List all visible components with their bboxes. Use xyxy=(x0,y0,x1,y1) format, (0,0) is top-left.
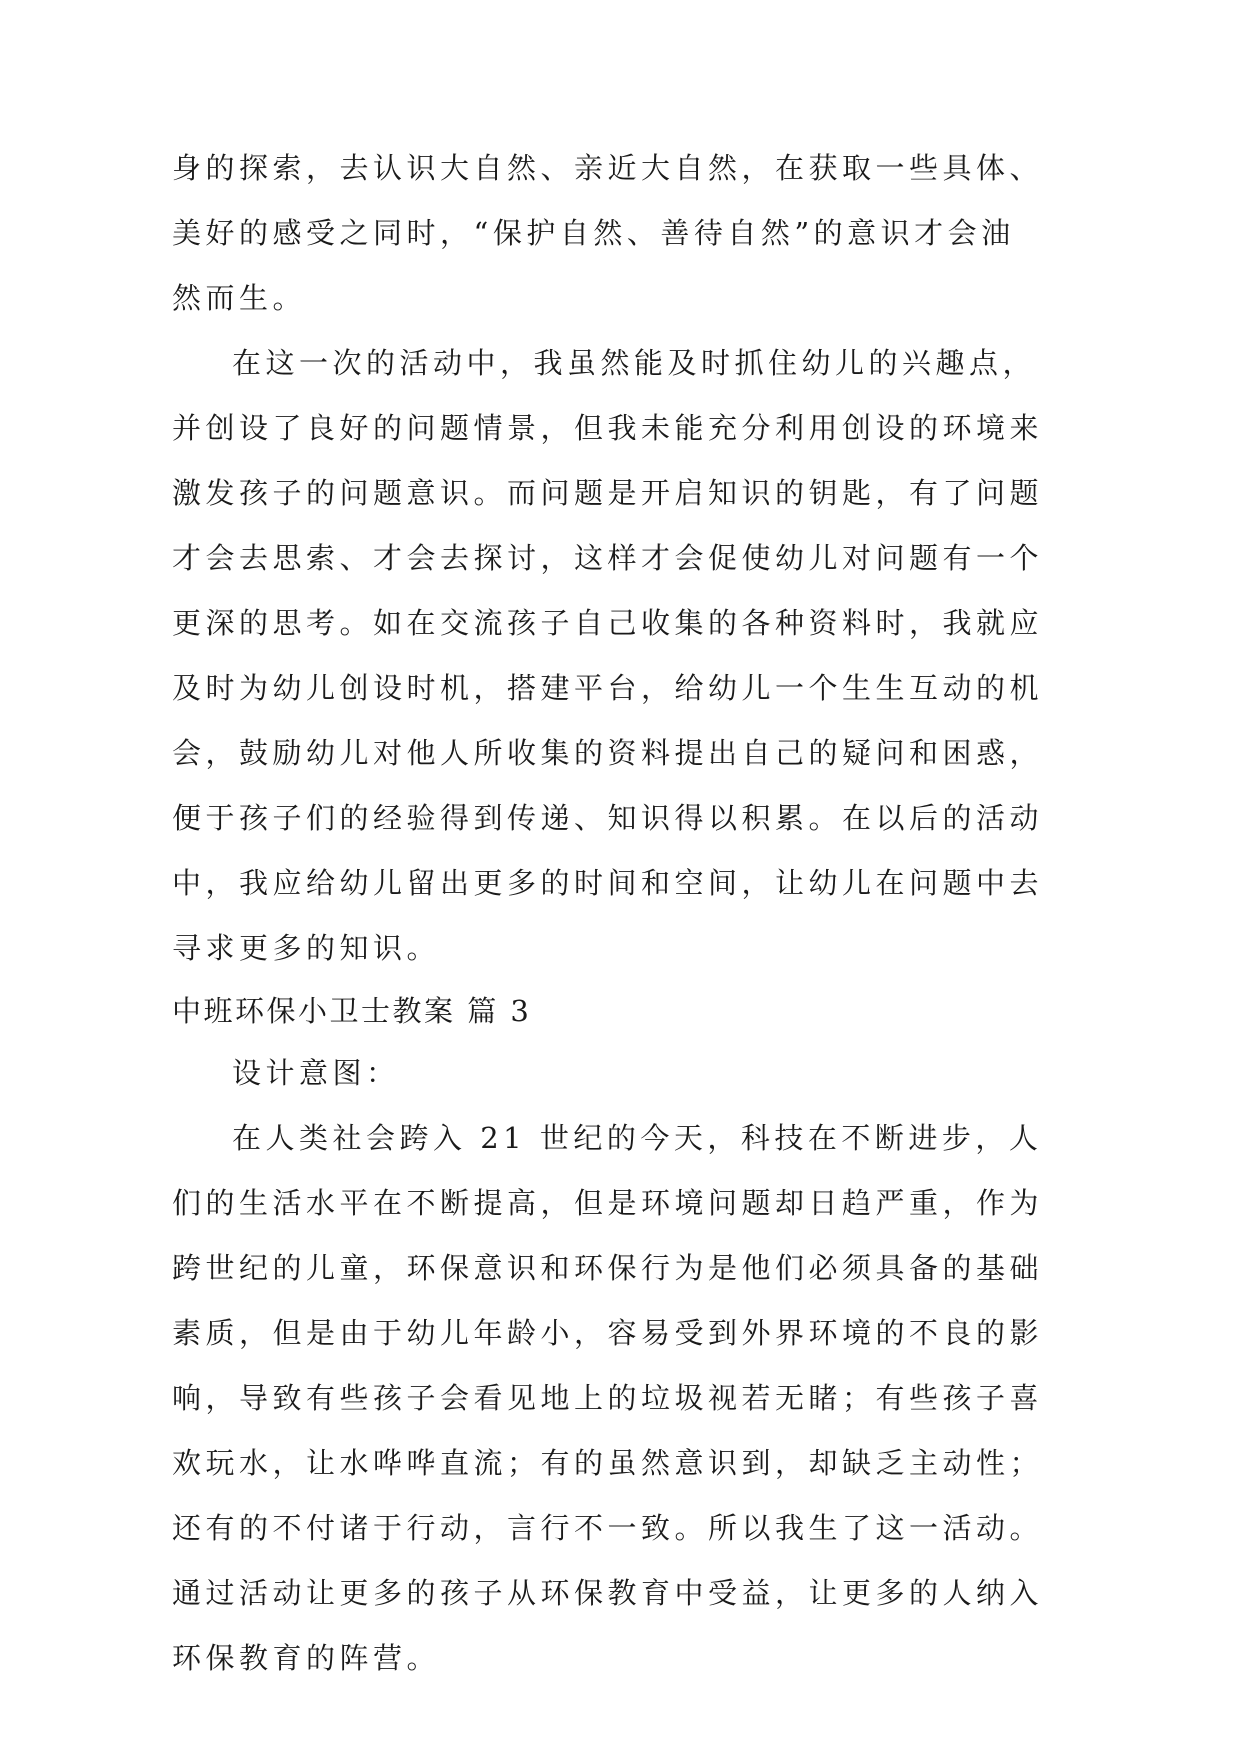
text-line: 美好的感受之同时，“保护自然、善待自然”的意识才会油 xyxy=(172,216,1015,250)
text-line: 激发孩子的问题意识。而问题是开启知识的钥匙，有了问题 xyxy=(172,476,1044,510)
text-line: 然而生。 xyxy=(172,281,307,315)
text-line: 在这一次的活动中，我虽然能及时抓住幼儿的兴趣点， xyxy=(232,346,1037,380)
text-line: 跨世纪的儿童，环保意识和环保行为是他们必须具备的基础 xyxy=(172,1251,1044,1285)
design-intent-label: 设计意图： xyxy=(232,1056,400,1090)
text-line: 才会去思索、才会去探讨，这样才会促使幼儿对问题有一个 xyxy=(172,541,1044,575)
text-line: 素质，但是由于幼儿年龄小，容易受到外界环境的不良的影 xyxy=(172,1316,1044,1350)
text-line: 及时为幼儿创设时机，搭建平台，给幼儿一个生生互动的机 xyxy=(172,671,1044,705)
text-line: 还有的不付诸于行动，言行不一致。所以我生了这一活动。 xyxy=(172,1511,1044,1545)
text-line: 会，鼓励幼儿对他人所收集的资料提出自己的疑问和困惑， xyxy=(172,736,1044,770)
text-line: 身的探索，去认识大自然、亲近大自然，在获取一些具体、 xyxy=(172,151,1044,185)
text-line: 更深的思考。如在交流孩子自己收集的各种资料时，我就应 xyxy=(172,606,1044,640)
text-line: 并创设了良好的问题情景，但我未能充分利用创设的环境来 xyxy=(172,411,1044,445)
text-line: 们的生活水平在不断提高，但是环境问题却日趋严重，作为 xyxy=(172,1186,1044,1220)
text-line: 中，我应给幼儿留出更多的时间和空间，让幼儿在问题中去 xyxy=(172,866,1044,900)
text-line: 通过活动让更多的孩子从环保教育中受益，让更多的人纳入 xyxy=(172,1576,1044,1610)
section-heading: 中班环保小卫士教案 篇 3 xyxy=(172,994,532,1028)
text-line: 便于孩子们的经验得到传递、知识得以积累。在以后的活动 xyxy=(172,801,1044,835)
text-line: 寻求更多的知识。 xyxy=(172,931,441,965)
text-line: 环保教育的阵营。 xyxy=(172,1641,441,1675)
text-line: 在人类社会跨入 21 世纪的今天，科技在不断进步，人 xyxy=(232,1121,1043,1155)
text-line: 欢玩水，让水哗哗直流；有的虽然意识到，却缺乏主动性； xyxy=(172,1446,1044,1480)
text-line: 响，导致有些孩子会看见地上的垃圾视若无睹；有些孩子喜 xyxy=(172,1381,1044,1415)
